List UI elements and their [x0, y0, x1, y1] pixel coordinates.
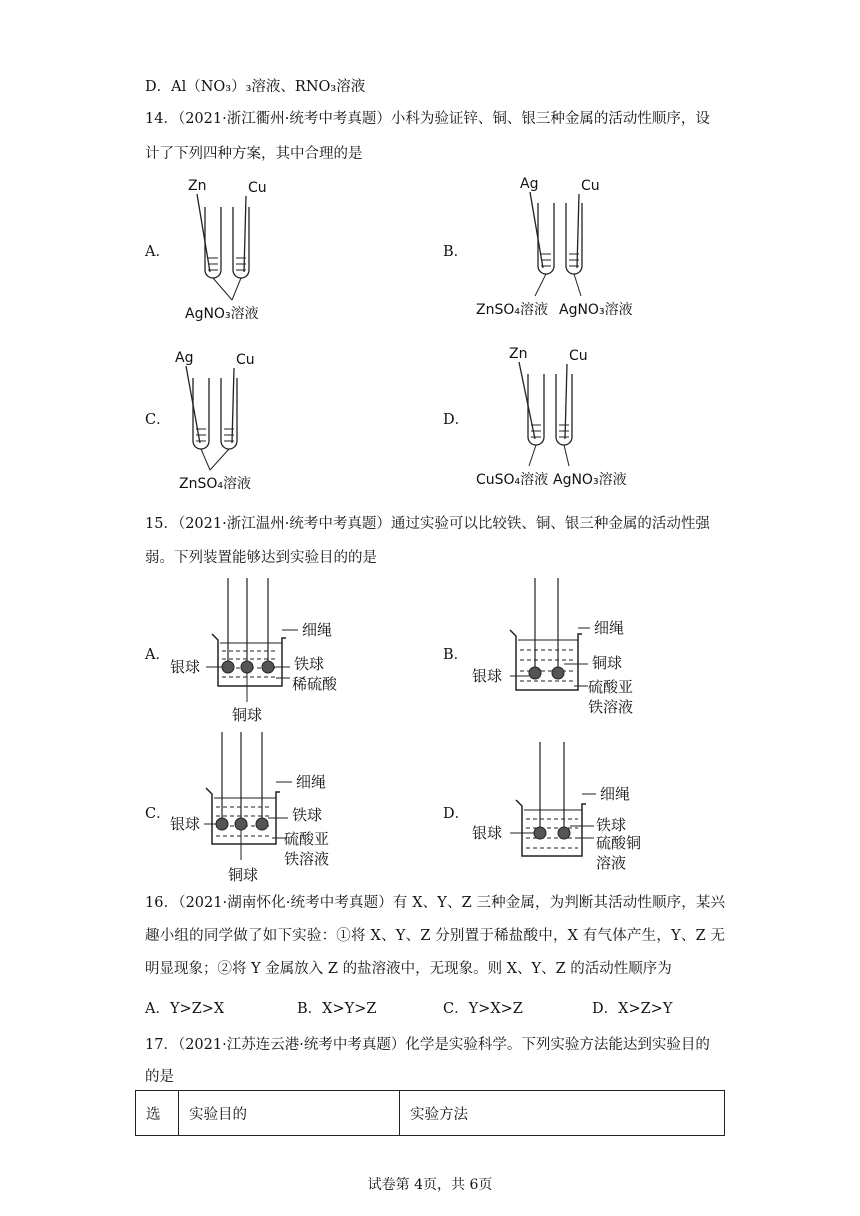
q15-stem-line2: 弱。下列装置能够达到实验目的的是	[145, 550, 377, 566]
solution-label: ZnSO₄溶液	[179, 476, 251, 492]
page-footer: 试卷第 4页，共 6页	[367, 1177, 493, 1193]
metal-label: Cu	[569, 348, 588, 364]
q15-option-c-label: C．	[145, 806, 171, 822]
q16-choice-a[interactable]: A．Y>Z>X	[145, 1001, 225, 1017]
solution-label: AgNO₃溶液	[185, 306, 259, 322]
solution-label: AgNO₃溶液	[559, 302, 633, 318]
q14-stem-line2: 计了下列四种方案，其中合理的是	[145, 146, 363, 162]
q16-choice-b[interactable]: B．X>Y>Z	[297, 1001, 377, 1017]
q14-option-b-figure[interactable]	[473, 168, 648, 323]
q14-option-b-label: B．	[443, 244, 469, 260]
q15-stem-line1: 15．（2021·浙江温州·统考中考真题）通过实验可以比较铁、铜、银三种金属的活动性强	[145, 516, 710, 532]
iron-ball-label: 铁球	[596, 816, 627, 834]
q15-option-a-figure[interactable]	[170, 578, 370, 728]
solution-label: 铁溶液	[588, 698, 634, 716]
rope-label: 细绳	[296, 773, 327, 791]
metal-label: Cu	[236, 352, 255, 368]
copper-ball-label: 铜球	[228, 866, 259, 884]
rope-label: 细绳	[594, 619, 625, 637]
copper-ball-label: 铜球	[592, 654, 623, 672]
q17-table	[135, 1090, 725, 1136]
q14-option-d-label: D．	[443, 412, 470, 428]
q14-stem-line1: 14．（2021·浙江衢州·统考中考真题）小科为验证锌、铜、银三种金属的活动性顺序，设	[145, 111, 710, 127]
solution-label: CuSO₄溶液	[476, 472, 549, 488]
metal-label: Ag	[520, 176, 539, 192]
q14-option-c-label: C．	[145, 412, 171, 428]
q16-stem: 16．（2021·湖南怀化·统考中考真题）有 X、Y、Z 三种金属，为判断其活动性顺序，某兴趣小组的同学做了如下实验：①将 X、Y、Z 分别置于稀盐酸中，X 有气体产生，Y、Z 无明显现象；②将 Y 金属放入 Z 的盐溶液中，无现象。则 X、Y、Z 的活动性顺序为	[145, 895, 725, 977]
solution-label: 溶液	[596, 854, 627, 872]
q14-option-c-figure[interactable]	[172, 340, 282, 495]
q15-option-d-figure[interactable]	[470, 742, 670, 882]
copper-ball-label: 铜球	[232, 706, 263, 724]
iron-ball-label: 铁球	[292, 806, 323, 824]
q15-option-c-figure[interactable]	[170, 732, 370, 892]
q14-option-a-figure[interactable]	[180, 172, 290, 327]
metal-label: Zn	[509, 346, 528, 362]
silver-ball-label: 银球	[170, 815, 201, 833]
solution-label: 硫酸亚	[588, 678, 634, 696]
q14-option-d-figure[interactable]	[473, 336, 648, 491]
metal-label: Ag	[175, 350, 194, 366]
solution-label: 硫酸亚	[284, 830, 330, 848]
q13-option-d: D．Al（NO₃）₃溶液、RNO₃溶液	[145, 79, 366, 95]
q16-choice-c[interactable]: C．Y>X>Z	[443, 1001, 523, 1017]
q15-option-b-figure[interactable]	[470, 578, 670, 728]
table-header-purpose: 实验目的	[179, 1091, 400, 1136]
solution-label: 硫酸铜	[596, 834, 642, 852]
rope-label: 细绳	[600, 785, 631, 803]
q15-option-b-label: B．	[443, 647, 469, 663]
table-header-method: 实验方法	[400, 1091, 725, 1136]
solution-label: ZnSO₄溶液	[476, 302, 548, 318]
q17-stem-line2: 的是	[145, 1069, 174, 1085]
q14-option-a-label: A．	[145, 244, 170, 260]
metal-label: Cu	[248, 180, 267, 196]
solution-label: 稀硫酸	[292, 675, 338, 693]
rope-label: 细绳	[302, 621, 333, 639]
iron-ball-label: 铁球	[294, 655, 325, 673]
silver-ball-label: 银球	[472, 824, 503, 842]
silver-ball-label: 银球	[472, 667, 503, 685]
q15-option-d-label: D．	[443, 806, 470, 822]
table-header-option: 选	[136, 1091, 179, 1136]
table-row	[136, 1091, 725, 1136]
solution-label: 铁溶液	[284, 850, 330, 868]
q17-stem-line1: 17．（2021·江苏连云港·统考中考真题）化学是实验科学。下列实验方法能达到实验目的	[145, 1037, 710, 1053]
metal-label: Zn	[188, 178, 207, 194]
q15-option-a-label: A．	[145, 647, 170, 663]
metal-label: Cu	[581, 178, 600, 194]
solution-label: AgNO₃溶液	[553, 472, 627, 488]
q16-choice-d[interactable]: D．X>Z>Y	[592, 1001, 673, 1017]
silver-ball-label: 银球	[170, 658, 201, 676]
